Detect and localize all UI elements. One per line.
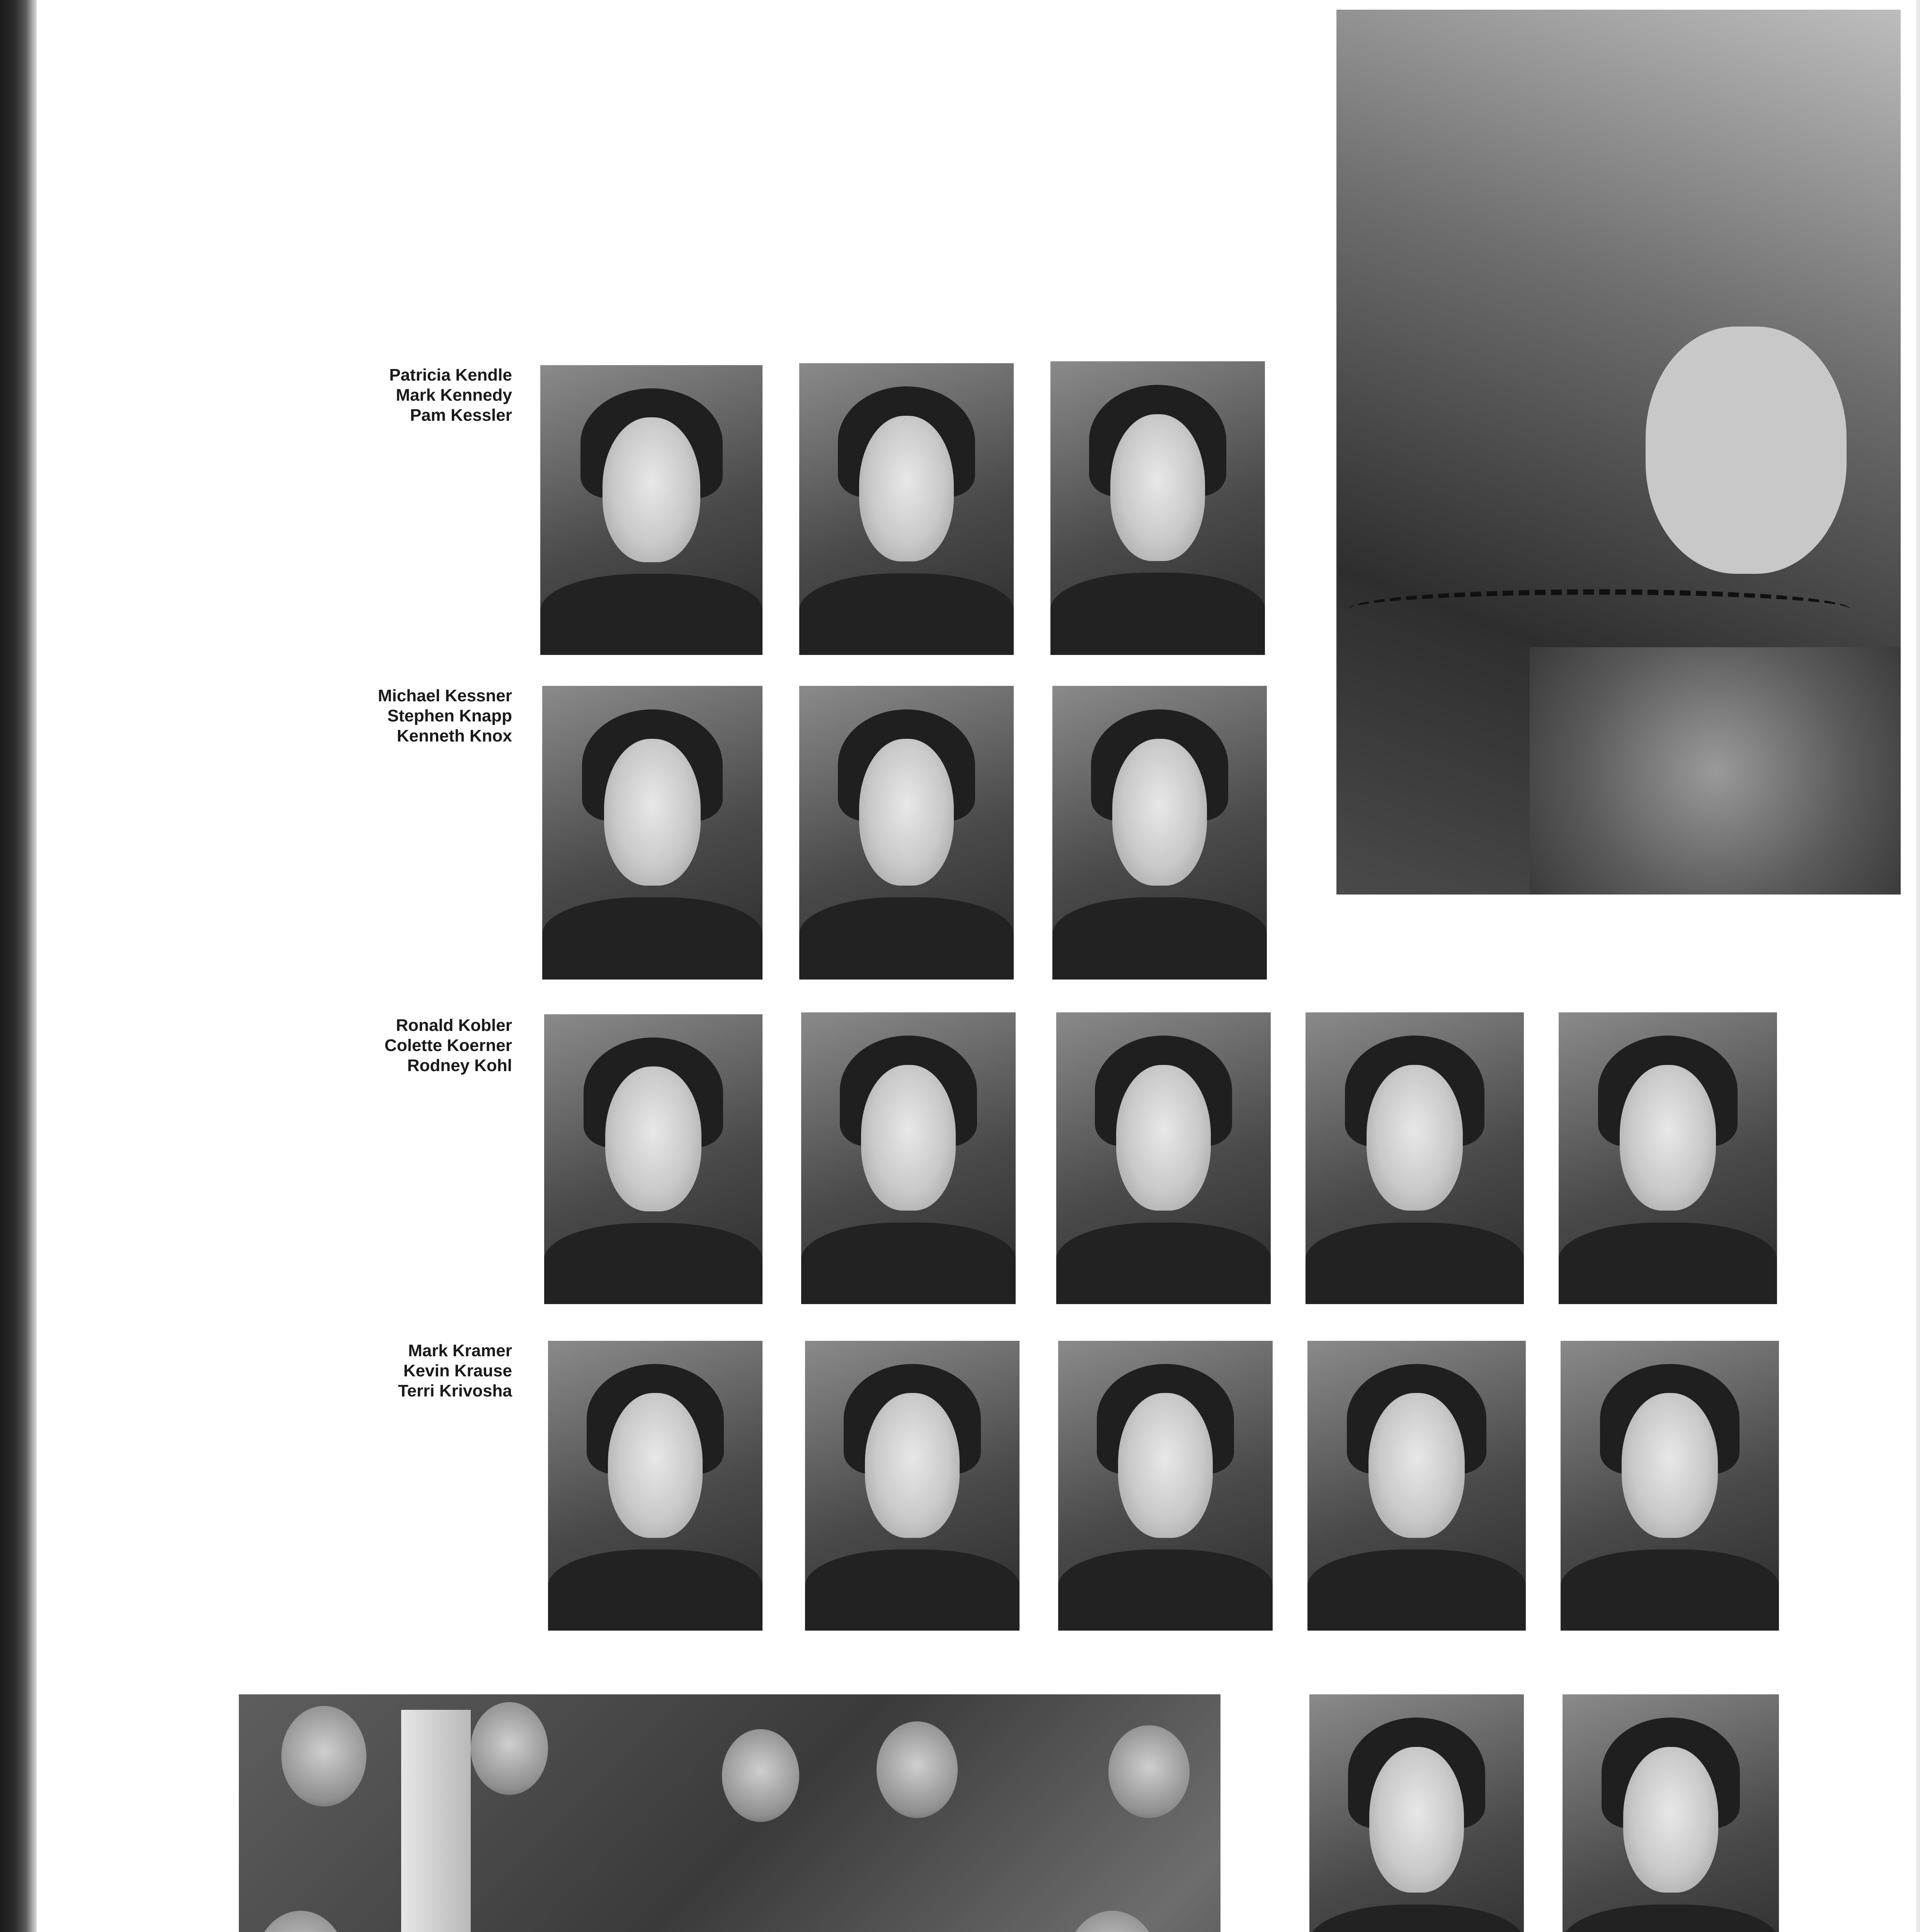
student-name: Rodney Kohl xyxy=(407,1056,512,1075)
student-portrait xyxy=(1307,1341,1526,1631)
hand-shape xyxy=(1646,327,1847,574)
student-portrait xyxy=(801,1012,1016,1304)
patterned-sleeve xyxy=(1530,647,1901,895)
student-name: Ronald Kobler xyxy=(396,1016,512,1035)
student-name: Mark Kennedy xyxy=(396,386,512,405)
student-portrait xyxy=(1561,1341,1779,1631)
student-name: Stephen Knapp xyxy=(387,706,512,725)
name-list-row-2 xyxy=(164,686,512,746)
phone-cord xyxy=(1348,589,1850,629)
student-portrait xyxy=(1306,1012,1524,1304)
student-portrait xyxy=(1056,1012,1271,1304)
student-name: Mark Kramer xyxy=(408,1341,512,1360)
student-name: Kevin Krause xyxy=(403,1361,512,1380)
student-portrait xyxy=(548,1341,763,1631)
student-name: Kenneth Knox xyxy=(397,726,512,745)
student-portrait xyxy=(1058,1341,1273,1631)
student-portrait xyxy=(1559,1012,1777,1304)
student-portrait xyxy=(542,686,763,980)
student-portrait xyxy=(805,1341,1020,1631)
name-list-row-1 xyxy=(164,365,512,425)
student-name: Patricia Kendle xyxy=(389,366,512,384)
raised-leg-shape xyxy=(401,1710,471,1932)
page-binding-edge xyxy=(0,0,37,1932)
student-portrait xyxy=(799,363,1014,655)
telephone-photo xyxy=(1336,10,1901,895)
student-portrait xyxy=(1052,686,1267,980)
student-name: Colette Koerner xyxy=(384,1036,512,1055)
student-portrait xyxy=(1050,361,1265,655)
student-name: Michael Kessner xyxy=(378,686,512,705)
name-list-row-4 xyxy=(164,1341,512,1401)
student-portrait xyxy=(540,365,763,655)
name-list-row-3 xyxy=(164,1015,512,1076)
student-name: Terri Krivosha xyxy=(398,1381,512,1400)
student-portrait xyxy=(1563,1694,1779,1932)
student-portrait xyxy=(1309,1694,1524,1932)
student-portrait xyxy=(544,1014,763,1304)
student-name: Pam Kessler xyxy=(410,406,512,425)
page-right-edge xyxy=(1916,0,1920,1932)
student-portrait xyxy=(799,686,1014,980)
pep-rally-photo xyxy=(239,1694,1220,1932)
